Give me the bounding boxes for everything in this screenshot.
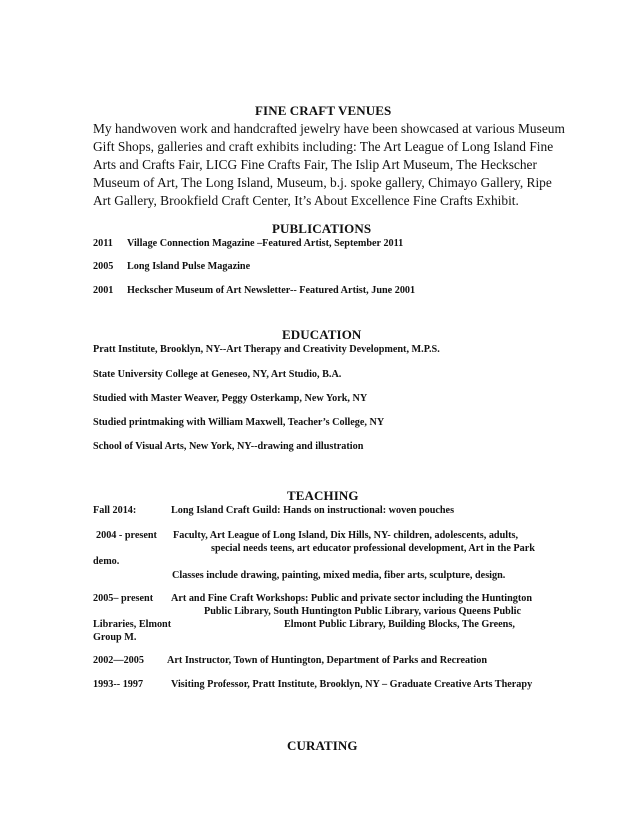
publication-title: Heckscher Museum of Art Newsletter-- Featured Artist, June 2001	[127, 285, 416, 296]
teaching-date: 2004 - present	[96, 530, 157, 541]
publication-year: 2005	[93, 261, 114, 272]
teaching-text: Libraries, Elmont	[93, 619, 172, 630]
education-item: State University College at Geneseo, NY, Art Studio, B.A.	[93, 369, 342, 380]
teaching-date: Fall 2014:	[93, 505, 137, 516]
venues-heading: FINE CRAFT VENUES	[255, 103, 392, 118]
teaching-text: Group M.	[93, 632, 137, 643]
teaching-date: 2005– present	[93, 593, 154, 604]
venues-line: Gift Shops, galleries and craft exhibits including: The Art League of Long Island Fine	[93, 139, 554, 154]
curating-heading: CURATING	[287, 738, 358, 753]
venues-line: Art Gallery, Brookfield Craft Center, It’s About Excellence Fine Crafts Exhibit.	[93, 193, 519, 208]
teaching-text: Visiting Professor, Pratt Institute, Brooklyn, NY – Graduate Creative Arts Therapy	[171, 679, 533, 690]
teaching-text: Long Island Craft Guild: Hands on instructional: woven pouches	[171, 505, 455, 516]
teaching-date: 1993-- 1997	[93, 679, 144, 690]
teaching-text: special needs teens, art educator professional development, Art in the Park	[211, 543, 535, 554]
education-item: Studied with Master Weaver, Peggy Osterkamp, New York, NY	[93, 393, 368, 404]
publication-year: 2011	[93, 238, 113, 249]
education-item: Pratt Institute, Brooklyn, NY--Art Therapy and Creativity Development, M.P.S.	[93, 344, 440, 355]
teaching-text: demo.	[93, 556, 120, 567]
publications-heading: PUBLICATIONS	[272, 221, 372, 236]
teaching-text: Classes include drawing, painting, mixed media, fiber arts, sculpture, design.	[172, 570, 506, 581]
publication-year: 2001	[93, 285, 114, 296]
teaching-text: Art and Fine Craft Workshops: Public and private sector including the Huntington	[171, 593, 533, 604]
venues-line: Museum of Art, The Long Island, Museum, b.j. spoke gallery, Chimayo Gallery, Ripe	[93, 175, 552, 190]
publication-title: Village Connection Magazine –Featured Artist, September 2011	[127, 238, 404, 249]
venues-line: Arts and Crafts Fair, LICG Fine Crafts Fair, The Islip Art Museum, The Heckscher	[93, 157, 537, 172]
teaching-text: Elmont Public Library, Building Blocks, The Greens,	[284, 619, 515, 630]
teaching-text: Faculty, Art League of Long Island, Dix Hills, NY- children, adolescents, adults,	[173, 530, 518, 541]
education-item: Studied printmaking with William Maxwell, Teacher’s College, NY	[93, 417, 385, 428]
education-heading: EDUCATION	[282, 327, 362, 342]
publication-title: Long Island Pulse Magazine	[127, 261, 251, 272]
teaching-date: 2002—2005	[93, 655, 144, 666]
teaching-heading: TEACHING	[287, 488, 359, 503]
teaching-text: Art Instructor, Town of Huntington, Department of Parks and Recreation	[167, 655, 488, 666]
venues-line: My handwoven work and handcrafted jewelry have been showcased at various Museum	[93, 121, 565, 136]
teaching-text: Public Library, South Huntington Public Library, various Queens Public	[204, 606, 521, 617]
education-item: School of Visual Arts, New York, NY--drawing and illustration	[93, 441, 364, 452]
